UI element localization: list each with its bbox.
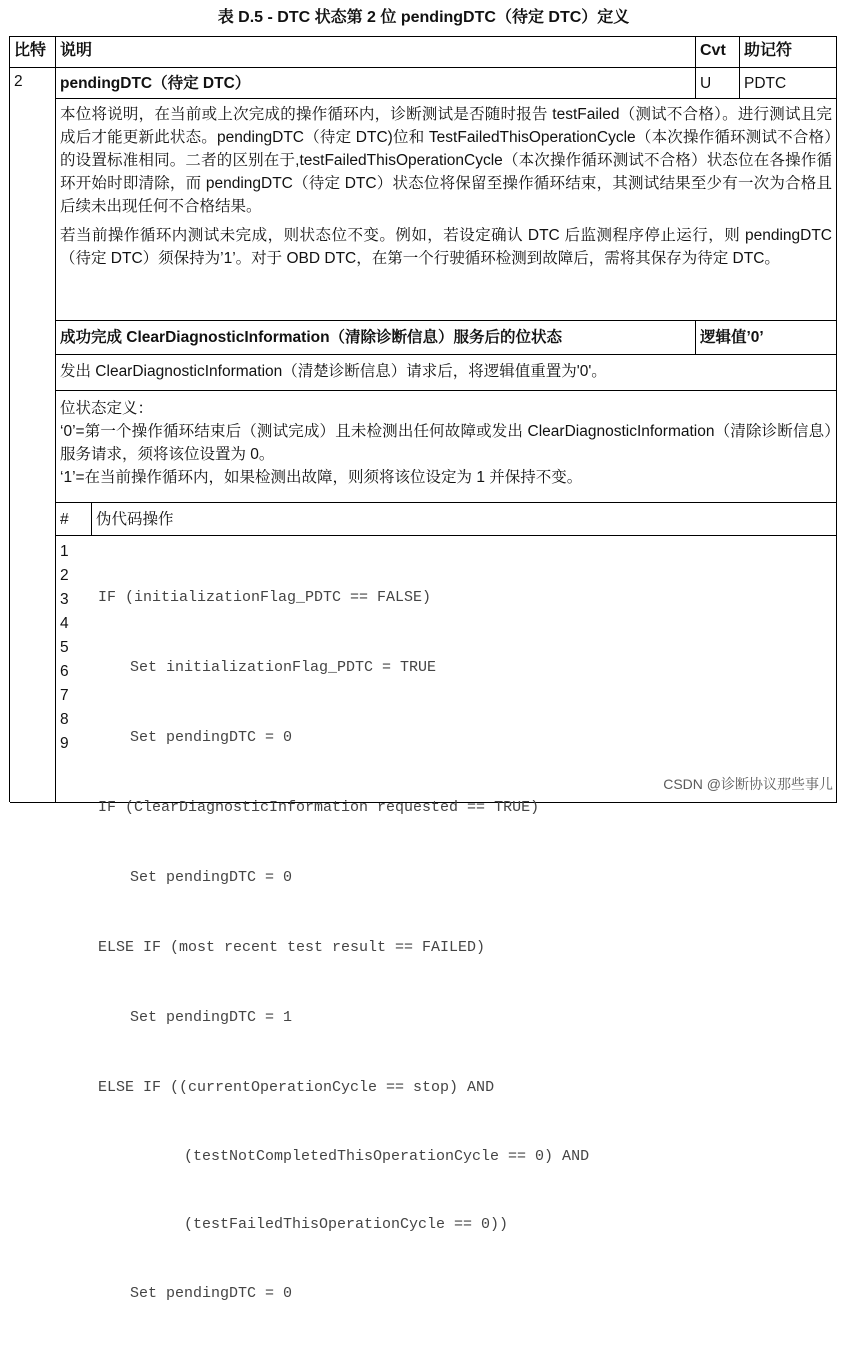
definition-cell bbox=[56, 391, 837, 503]
code-line: (testNotCompletedThisOperationCycle == 0) AND bbox=[184, 1148, 590, 1165]
clear-section-text: 发出 ClearDiagnosticInformation（清楚诊断信息）请求后，将逻辑值重置为'0'。 bbox=[56, 355, 837, 391]
line-number: 7 bbox=[60, 687, 69, 704]
definition-heading: 位状态定义： bbox=[60, 400, 154, 417]
code-line: ELSE IF (most recent test result == FAILED) bbox=[98, 939, 486, 956]
bit-number: 2 bbox=[14, 73, 23, 90]
clear-section-title: 成功完成 ClearDiagnosticInformation（清除诊断信息）服务后的位状态 bbox=[56, 321, 696, 355]
description-paragraph-1: 本位将说明，在当前或上次完成的操作循环内，诊断测试是否随时报告 testFailed（测试不合格）。进行测试且完成后才能更新此状态。pendingDTC（待定 DTC)位和 TestFailedThisOperationCycle（本次操作循环测试不合格）的设置标准相同。二者的区别在于,testFailedThisOperationCycle（本次操作循环测试不合格）状态位在各操作循环开始时即清除，而 pendingDTC（待定 DTC）状态位将保留至操作循环结束，其测试结果至少有一次为合格且后续未出现任何不合格结果。 bbox=[60, 106, 832, 215]
code-line: Set pendingDTC = 0 bbox=[130, 1285, 293, 1302]
pseudo-hash-header: # bbox=[56, 503, 92, 536]
dtc-definition-table bbox=[9, 36, 837, 1302]
code-line: Set pendingDTC = 0 bbox=[130, 869, 293, 886]
code-line: (testFailedThisOperationCycle == 0)) bbox=[184, 1216, 509, 1233]
pseudo-code-block bbox=[56, 536, 837, 1302]
line-number: 3 bbox=[60, 591, 69, 608]
bit-name-cell bbox=[56, 68, 696, 99]
header-cvt: Cvt bbox=[696, 37, 740, 68]
pseudo-title-header: 伪代码操作 bbox=[92, 503, 837, 536]
watermark: CSDN @诊断协议那些事儿 bbox=[663, 776, 833, 792]
code-line: Set pendingDTC = 0 bbox=[130, 729, 293, 746]
header-bit: 比特 bbox=[10, 37, 56, 68]
table-caption: 表 D.5 - DTC 状态第 2 位 pendingDTC（待定 DTC）定义 bbox=[217, 9, 630, 26]
line-number: 8 bbox=[60, 711, 69, 728]
code-line: IF (ClearDiagnosticInformation requested == TRUE) bbox=[98, 799, 540, 816]
line-number: 6 bbox=[60, 663, 69, 680]
header-description: 说明 bbox=[56, 37, 696, 68]
definition-one: ‘1’=在当前操作循环内，如果检测出故障，则须将该位设定为 1 并保持不变。 bbox=[60, 469, 583, 486]
bit-number-cell bbox=[10, 68, 56, 803]
line-number: 2 bbox=[60, 567, 69, 584]
code-line: Set pendingDTC = 1 bbox=[130, 1009, 293, 1026]
clear-section-value: 逻辑值’0’ bbox=[696, 321, 837, 355]
code-line: Set initializationFlag_PDTC = TRUE bbox=[130, 659, 437, 676]
mnemonic-value: PDTC bbox=[740, 68, 837, 99]
line-number: 1 bbox=[60, 543, 69, 560]
code-lines bbox=[94, 536, 836, 1302]
line-number: 4 bbox=[60, 615, 69, 632]
header-mnemonic: 助记符 bbox=[740, 37, 837, 68]
line-numbers bbox=[56, 536, 92, 802]
description-cell bbox=[56, 99, 837, 321]
line-number: 9 bbox=[60, 735, 69, 752]
code-line: IF (initializationFlag_PDTC == FALSE) bbox=[98, 589, 432, 606]
definition-zero: ‘0’=第一个操作循环结束后（测试完成）且未检测出任何故障或发出 ClearDiagnosticInformation（清除诊断信息）服务请求，须将该位设置为 0。 bbox=[60, 423, 832, 463]
description-paragraph-2: 若当前操作循环内测试未完成，则状态位不变。例如，若设定确认 DTC 后监测程序停止运行，则 pendingDTC（待定 DTC）须保持为’1’。对于 OBD DTC，在第一个行驶循环检测到故障后，需将其保存为待定 DTC。 bbox=[60, 227, 832, 267]
code-line: ELSE IF ((currentOperationCycle == stop) AND bbox=[98, 1079, 495, 1096]
cvt-value: U bbox=[696, 68, 740, 99]
bit-name: pendingDTC（待定 DTC） bbox=[60, 75, 251, 92]
line-number: 5 bbox=[60, 639, 69, 656]
